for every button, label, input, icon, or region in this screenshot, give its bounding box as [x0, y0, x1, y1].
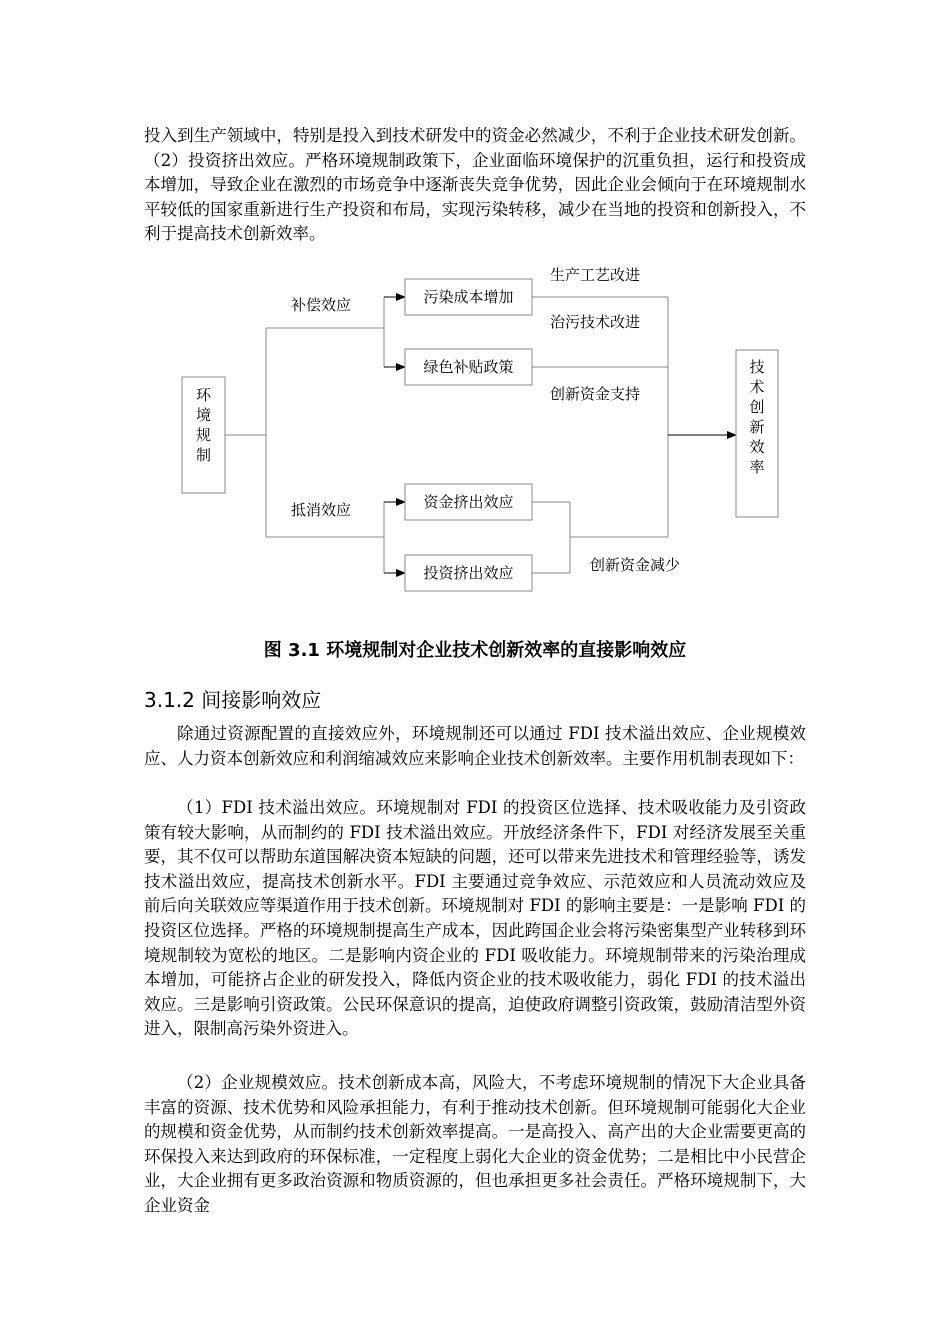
process-improvement-label: 生产工艺改进: [550, 266, 641, 284]
source-char-2: 境: [195, 406, 212, 424]
body-paragraph-scale: （2）企业规模效应。技术创新成本高，风险大，不考虑环境规制的情况下大企业具备丰富的资源、技术优势和风险承担能力，有利于推动技术创新。但环境规制可能弱化大企业的规模和资金优势，从而制约技术创新效率提高。一是高投入、高产出的大企业需要更高的环保投入来达到政府的环保标准，一定程度上弱化大企业的资金优势；二是相比中小民营企业，大企业拥有更多政治资源和物质资源的，但也承担更多社会责任。严格环境规制下，大企业资金: [144, 1073, 806, 1215]
target-char-6: 率: [749, 458, 765, 476]
green-subsidy-label: 绿色补贴政策: [423, 358, 514, 376]
target-char-5: 效: [749, 438, 765, 456]
section-heading: 3.1.2 间接影响效应: [144, 688, 322, 712]
source-char-3: 规: [195, 426, 212, 444]
treatment-improvement-label: 治污技术改进: [550, 313, 641, 331]
source-char-4: 制: [195, 446, 212, 464]
capital-crowding-label: 资金挤出效应: [423, 493, 514, 511]
target-char-3: 创: [749, 398, 765, 416]
pollution-cost-label: 污染成本增加: [423, 288, 514, 306]
compensation-effect-label: 补偿效应: [291, 296, 352, 314]
source-char-1: 环: [195, 386, 212, 404]
offset-effect-label: 抵消效应: [291, 501, 352, 519]
body-paragraph-intro: 除通过资源配置的直接效应外，环境规制还可以通过 FDI 技术溢出效应、企业规模效应、人力资本创新效应和利润缩减效应来影响企业技术创新效率。主要作用机制表现如下：: [144, 724, 806, 768]
target-char-2: 术: [749, 378, 765, 396]
figure-caption: 图 3.1 环境规制对企业技术创新效率的直接影响效应: [263, 640, 687, 661]
body-paragraph-top: 投入到生产领域中，特别是投入到技术研发中的资金必然减少，不利于企业技术研发创新。（2）投资挤出效应。严格环境规制政策下，企业面临环境保护的沉重负担，运行和投资成本增加，导致企业在激烈的市场竞争中逐渐丧失竞争优势，因此企业会倾向于在环境规制水平较低的国家重新进行生产投资和布局，实现污染转移，减少在当地的投资和创新投入，不利于提高技术创新效率。: [144, 126, 806, 244]
target-char-1: 技: [749, 358, 765, 376]
funding-support-label: 创新资金支持: [550, 385, 641, 403]
target-char-4: 新: [749, 418, 765, 436]
investment-crowding-label: 投资挤出效应: [423, 564, 514, 582]
mechanism-diagram: [0, 255, 950, 615]
body-paragraph-fdi: （1）FDI 技术溢出效应。环境规制对 FDI 的投资区位选择、技术吸收能力及引资政策有较大影响，从而制约的 FDI 技术溢出效应。开放经济条件下，FDI 对经济发展至关重要，其不仅可以帮助东道国解决资本短缺的问题，还可以带来先进技术和管理经验等，诱发技术溢出效应，提高技术创新水平。FDI 主要通过竞争效应、示范效应和人员流动效应及前后向关联效应等渠道作用于技术创新。环境规制对 FDI 的影响主要是：一是影响 FDI 的投资区位选择。严格的环境规制提高生产成本，因此跨国企业会将污染密集型产业转移到环境规制较为宽松的地区。二是影响内资企业的 FDI 吸收能力。环境规制带来的污染治理成本增加，可能挤占企业的研发投入，降低内资企业的技术吸收能力，弱化 FDI 的技术溢出效应。三是影响引资政策。公民环保意识的提高，迫使政府调整引资政策，鼓励清洁型外资进入，限制高污染外资进入。: [144, 798, 806, 1039]
funding-decrease-label: 创新资金减少: [590, 556, 681, 574]
